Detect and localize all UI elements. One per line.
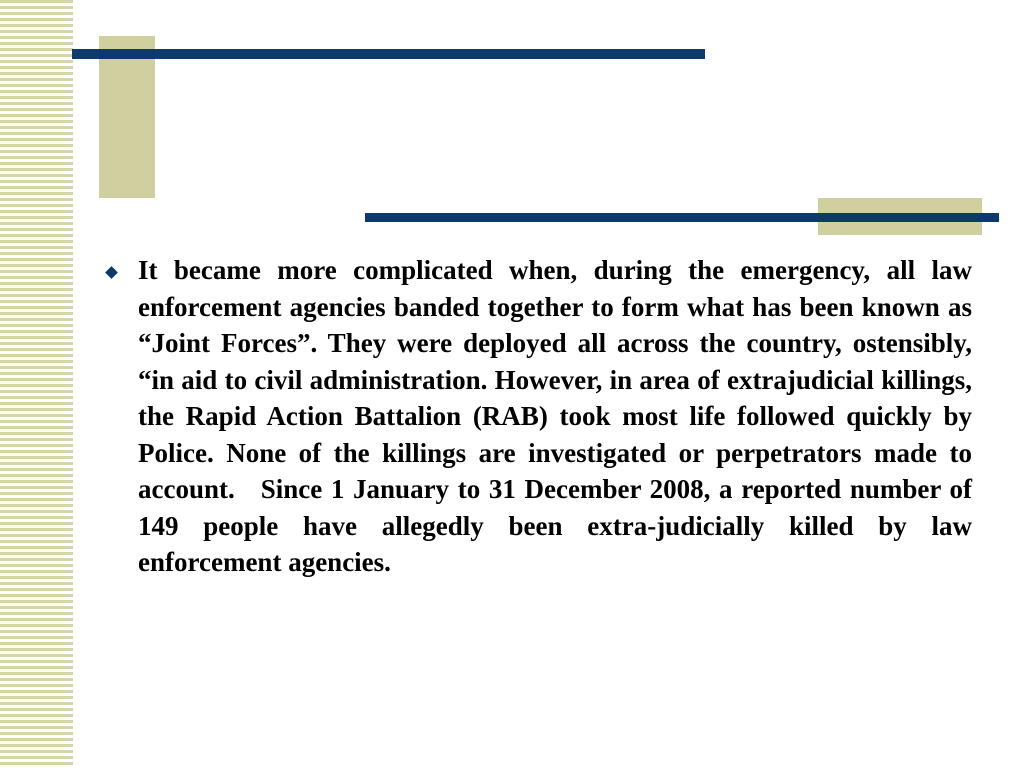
diamond-bullet-icon (104, 265, 118, 279)
bullet-item (104, 252, 979, 581)
decorative-accent-block-top (99, 36, 155, 198)
slide-content (104, 252, 979, 581)
bullet-text: It became more complicated when, during the emergency, all law enforcement agencies banded together to form what has been known as “Joint Forces”. They were deployed all across the country, ostensibly, “in aid to civil administration. However, in area of extrajudicial killings, the Rapid Action Battalion (RAB) took most life followed quickly by Police. None of the killings are investigated or perpetrators made to account. Since 1 January to 31 December 2008, a reported number of 149 people have allegedly been extra-judicially killed by law enforcement agencies. (138, 255, 979, 577)
decorative-rule-right (365, 213, 999, 222)
decorative-rule-top (72, 49, 705, 59)
decorative-stripe-band (0, 0, 73, 768)
